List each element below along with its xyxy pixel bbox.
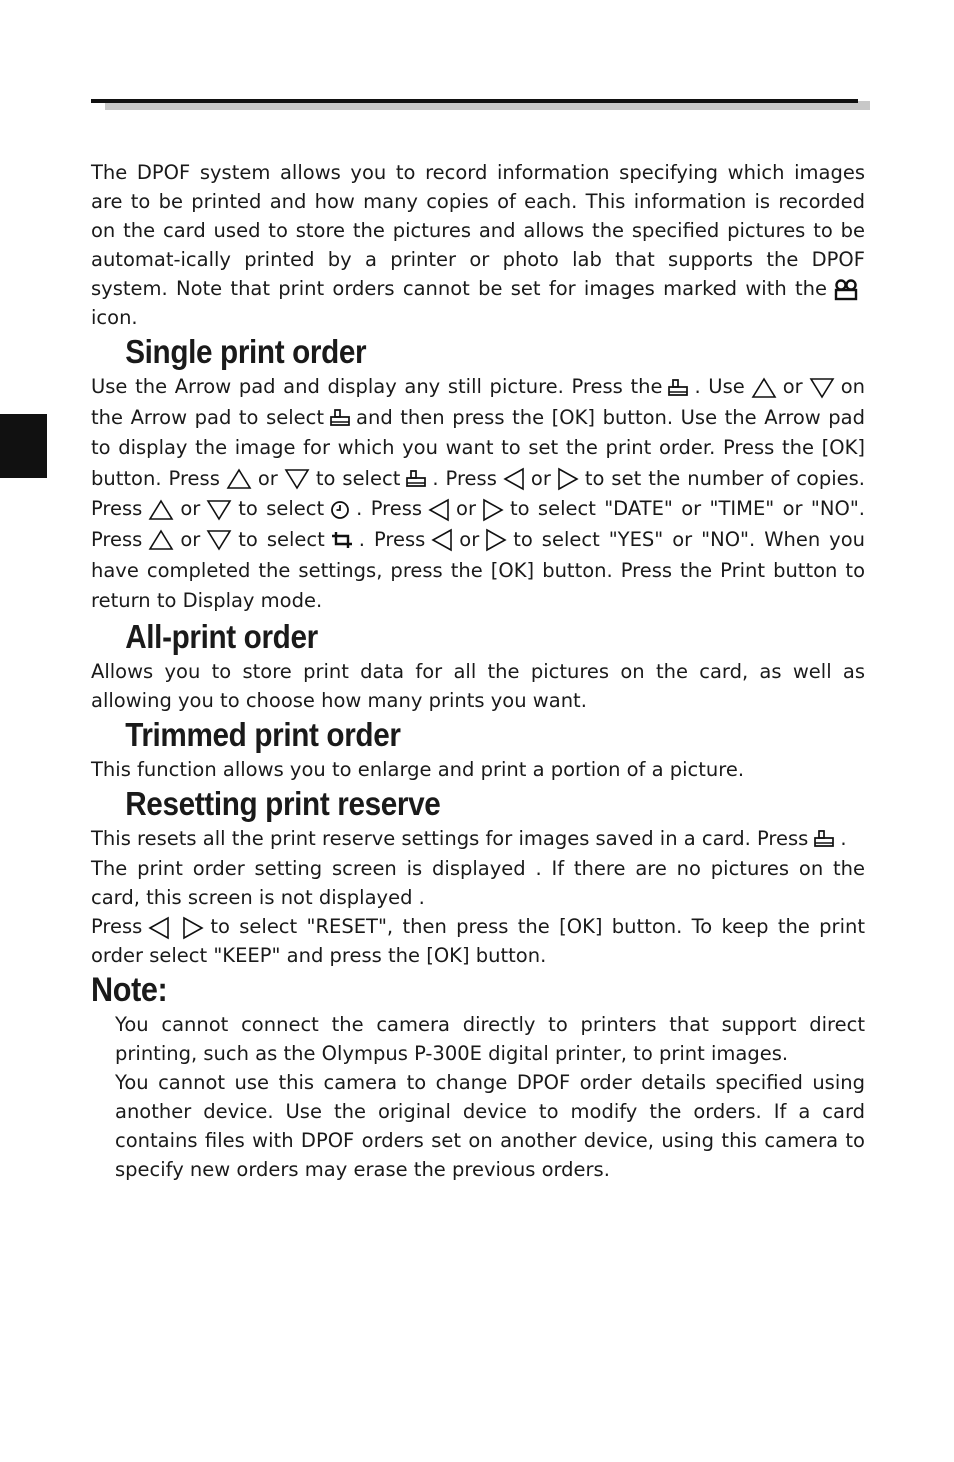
print-icon bbox=[330, 408, 350, 428]
movie-icon bbox=[833, 279, 859, 301]
up-arrow-icon bbox=[751, 377, 777, 399]
print-icon bbox=[406, 469, 426, 489]
all-print-paragraph: Allows you to store print data for all the pictures on the card, as well as allowing you to choose how many prints you want. bbox=[91, 659, 865, 712]
page-content bbox=[91, 158, 865, 1184]
all-print-heading: All-print order bbox=[125, 617, 318, 655]
trimmed-print-heading: Trimmed print order bbox=[125, 715, 401, 753]
down-arrow-icon bbox=[206, 529, 232, 551]
resetting-heading: Resetting print reserve bbox=[125, 784, 441, 822]
chapter-tab bbox=[0, 414, 47, 478]
print-icon bbox=[668, 378, 688, 398]
single-print-heading: Single print order bbox=[125, 333, 367, 370]
left-arrow-icon bbox=[428, 498, 450, 522]
note-item-2: You cannot use this camera to change DPOF order details specified using another device. Use the original device to modify the orders. If a card contains files with DPOF orders set on another device, using this camera to specify new orders may erase the previous orders. bbox=[115, 1071, 865, 1182]
single-print-paragraph: Use the Arrow pad and display any still picture. Press the . Use or on the Arrow pad to select and then press the [OK] button. Use the Arrow pad to display the image for which you want to set the print order. Press the [OK] button. Press or to select . Press or to set the number of copies. Press or to select . Press or to select "DATE" or "TIME" or "NO". Press or to select . Press or to select "YES" or "NO". When you have completed the settings, press the [OK] button. Press the Print button to return to Display mode. bbox=[91, 375, 866, 613]
down-arrow-icon bbox=[284, 468, 310, 490]
left-arrow-icon bbox=[431, 528, 453, 552]
trimmed-print-paragraph: This function allows you to enlarge and print a portion of a picture. bbox=[91, 757, 745, 781]
right-arrow-icon bbox=[485, 528, 507, 552]
resetting-paragraph-2: The print order setting screen is displayed . If there are no pictures on the card, this screen is not displayed . bbox=[91, 857, 865, 910]
print-icon bbox=[814, 829, 834, 849]
right-arrow-icon bbox=[482, 498, 504, 522]
top-rule bbox=[91, 99, 858, 103]
up-arrow-icon bbox=[226, 468, 252, 490]
resetting-paragraph-3: Press to select "RESET", then press the [OK] button. To keep the print order select "KEEP" and press the [OK] button. bbox=[91, 915, 865, 968]
up-arrow-icon bbox=[148, 499, 174, 521]
clock-icon bbox=[330, 500, 350, 520]
up-arrow-icon bbox=[148, 529, 174, 551]
left-arrow-icon bbox=[503, 467, 525, 491]
right-arrow-icon bbox=[182, 916, 204, 940]
left-arrow-icon bbox=[148, 916, 170, 940]
down-arrow-icon bbox=[809, 377, 835, 399]
right-arrow-icon bbox=[557, 467, 579, 491]
trim-icon bbox=[331, 531, 353, 549]
intro-paragraph: The DPOF system allows you to record information specifying which images are to be printed and how many copies of each. This information is recorded on the card used to store the pictures and allows the specified pictures to be automat-ically printed by a printer or photo lab that supports the DPOF system. Note that print orders cannot be set for images marked with the icon. bbox=[91, 161, 865, 329]
note-heading: Note: bbox=[91, 971, 168, 1010]
resetting-paragraph-1: This resets all the print reserve settings for images saved in a card. Press . bbox=[91, 826, 847, 850]
down-arrow-icon bbox=[206, 499, 232, 521]
note-item-1: You cannot connect the camera directly to printers that support direct printing, such as the Olympus P-300E digital printer, to print images. bbox=[115, 1013, 865, 1066]
